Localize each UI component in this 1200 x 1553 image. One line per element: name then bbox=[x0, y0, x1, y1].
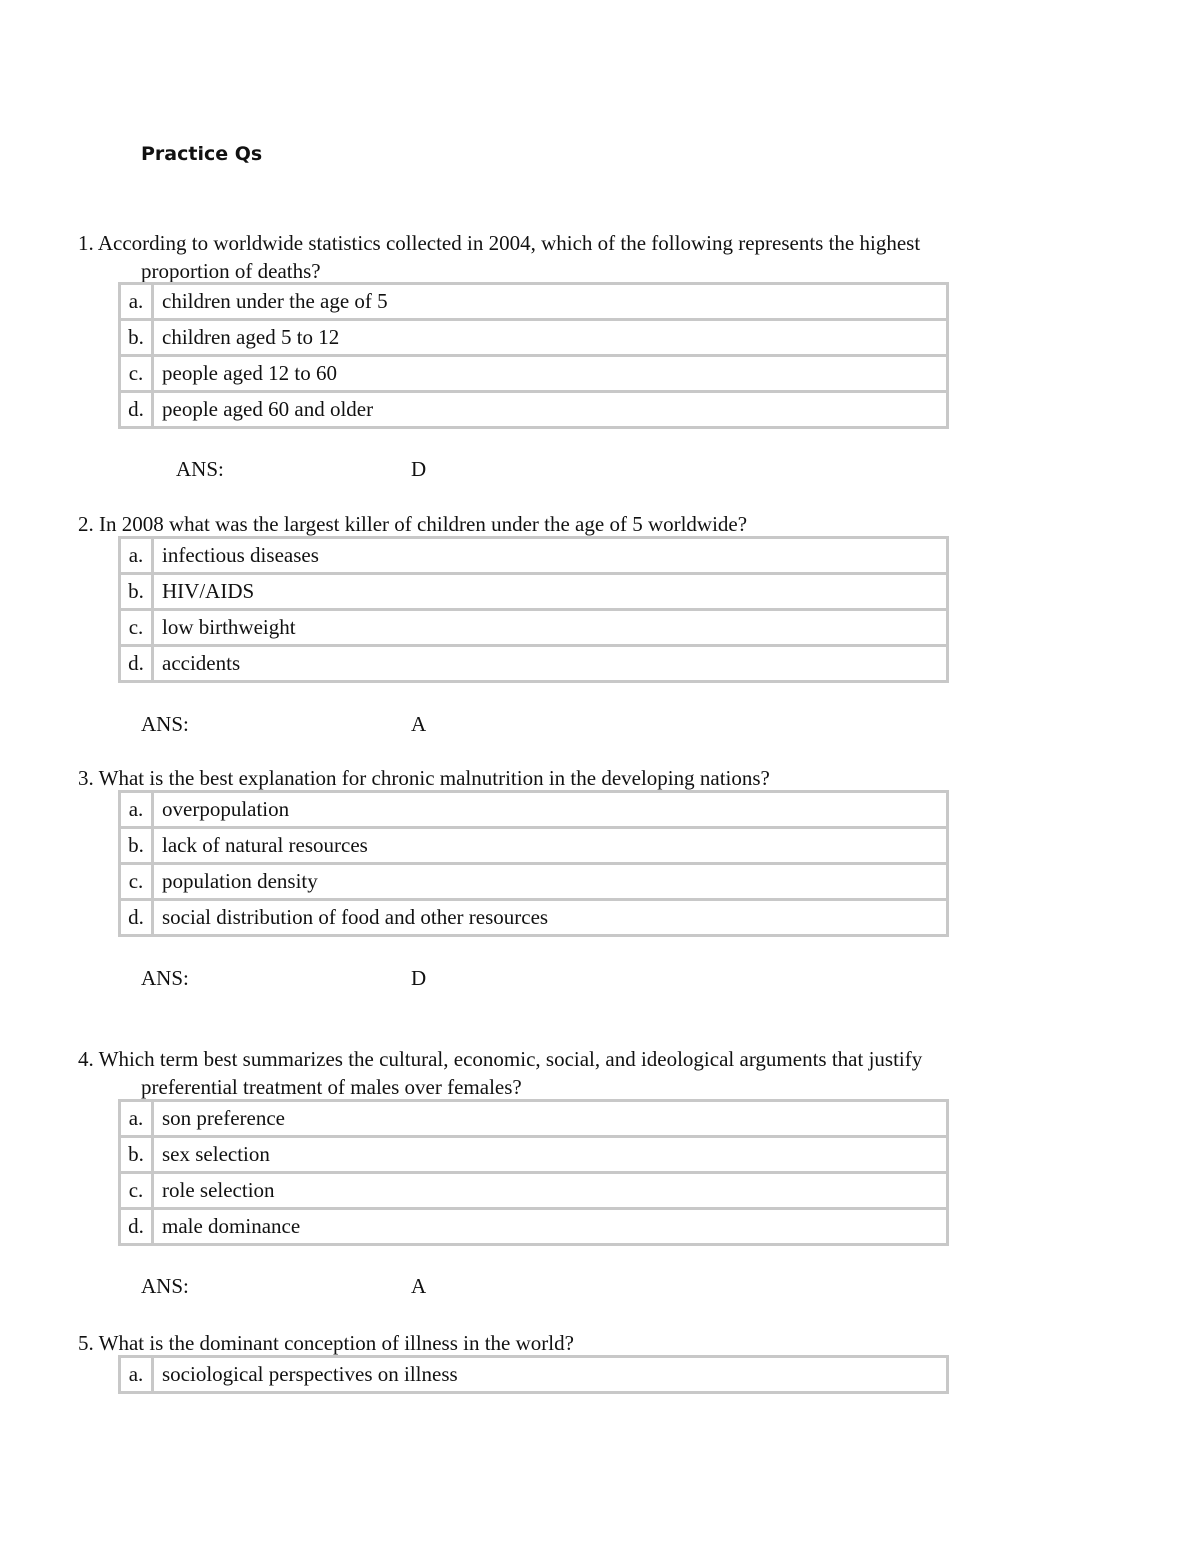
option-letter: d. bbox=[120, 1209, 153, 1245]
option-letter: d. bbox=[120, 900, 153, 936]
question-text-line1: In 2008 what was the largest killer of children under the age of 5 worldwide? bbox=[99, 512, 748, 536]
question-text-line1: Which term best summarizes the cultural, economic, social, and ideological arguments that justify bbox=[98, 1047, 923, 1071]
question-3-options bbox=[118, 790, 949, 937]
question-text-line2: proportion of deaths? bbox=[141, 259, 321, 283]
option-text: role selection bbox=[153, 1173, 948, 1209]
question-2-options bbox=[118, 536, 949, 683]
option-text: lack of natural resources bbox=[153, 828, 948, 864]
question-3-text bbox=[78, 764, 1078, 792]
question-4-text bbox=[78, 1045, 1078, 1101]
option-row bbox=[120, 356, 948, 392]
option-text: male dominance bbox=[153, 1209, 948, 1245]
answer-label: ANS: bbox=[141, 712, 189, 736]
option-text: HIV/AIDS bbox=[153, 574, 948, 610]
option-letter: a. bbox=[120, 538, 153, 574]
page-title: Practice Qs bbox=[141, 143, 263, 165]
option-letter: c. bbox=[120, 356, 153, 392]
option-row bbox=[120, 864, 948, 900]
option-text: sex selection bbox=[153, 1137, 948, 1173]
option-letter: b. bbox=[120, 574, 153, 610]
option-row bbox=[120, 646, 948, 682]
question-number: 5. bbox=[78, 1331, 94, 1355]
question-5-text bbox=[78, 1329, 1078, 1357]
answer-label: ANS: bbox=[141, 966, 189, 990]
option-letter: c. bbox=[120, 864, 153, 900]
option-row bbox=[120, 1357, 948, 1393]
option-row bbox=[120, 538, 948, 574]
option-row bbox=[120, 1173, 948, 1209]
option-row bbox=[120, 900, 948, 936]
option-text: children aged 5 to 12 bbox=[153, 320, 948, 356]
option-text: low birthweight bbox=[153, 610, 948, 646]
option-text: children under the age of 5 bbox=[153, 284, 948, 320]
option-letter: c. bbox=[120, 1173, 153, 1209]
answer-value: D bbox=[411, 457, 427, 481]
option-letter: c. bbox=[120, 610, 153, 646]
question-text-line1: What is the best explanation for chronic malnutrition in the developing nations? bbox=[98, 766, 770, 790]
option-letter: b. bbox=[120, 1137, 153, 1173]
answer-value: A bbox=[411, 1274, 427, 1298]
option-text: population density bbox=[153, 864, 948, 900]
option-letter: a. bbox=[120, 792, 153, 828]
option-text: infectious diseases bbox=[153, 538, 948, 574]
option-letter: b. bbox=[120, 320, 153, 356]
option-row bbox=[120, 392, 948, 428]
option-text: social distribution of food and other resources bbox=[153, 900, 948, 936]
option-letter: a. bbox=[120, 1357, 153, 1393]
option-row bbox=[120, 574, 948, 610]
question-5-options bbox=[118, 1355, 949, 1394]
option-letter: a. bbox=[120, 284, 153, 320]
option-letter: d. bbox=[120, 646, 153, 682]
option-row bbox=[120, 320, 948, 356]
option-letter: b. bbox=[120, 828, 153, 864]
answer-label: ANS: bbox=[141, 1274, 189, 1298]
question-text-line1: According to worldwide statistics collected in 2004, which of the following represents the highest bbox=[97, 231, 921, 255]
option-text: people aged 12 to 60 bbox=[153, 356, 948, 392]
option-text: overpopulation bbox=[153, 792, 948, 828]
option-text: people aged 60 and older bbox=[153, 392, 948, 428]
option-row bbox=[120, 1209, 948, 1245]
option-text: sociological perspectives on illness bbox=[153, 1357, 948, 1393]
option-row bbox=[120, 792, 948, 828]
question-number: 2. bbox=[78, 512, 94, 536]
question-1-text bbox=[78, 229, 1078, 285]
question-1-options bbox=[118, 282, 949, 429]
question-text-line2: preferential treatment of males over females? bbox=[141, 1075, 522, 1099]
question-number: 1. bbox=[78, 231, 94, 255]
option-row bbox=[120, 1137, 948, 1173]
question-2-text bbox=[78, 510, 1078, 538]
question-number: 3. bbox=[78, 766, 94, 790]
option-letter: a. bbox=[120, 1101, 153, 1137]
question-text-line1: What is the dominant conception of illness in the world? bbox=[98, 1331, 574, 1355]
question-number: 4. bbox=[78, 1047, 94, 1071]
option-row bbox=[120, 828, 948, 864]
answer-label: ANS: bbox=[176, 457, 224, 481]
answer-value: A bbox=[411, 712, 427, 736]
option-text: accidents bbox=[153, 646, 948, 682]
option-text: son preference bbox=[153, 1101, 948, 1137]
question-4-options bbox=[118, 1099, 949, 1246]
option-row bbox=[120, 610, 948, 646]
option-letter: d. bbox=[120, 392, 153, 428]
answer-value: D bbox=[411, 966, 427, 990]
option-row bbox=[120, 1101, 948, 1137]
option-row bbox=[120, 284, 948, 320]
